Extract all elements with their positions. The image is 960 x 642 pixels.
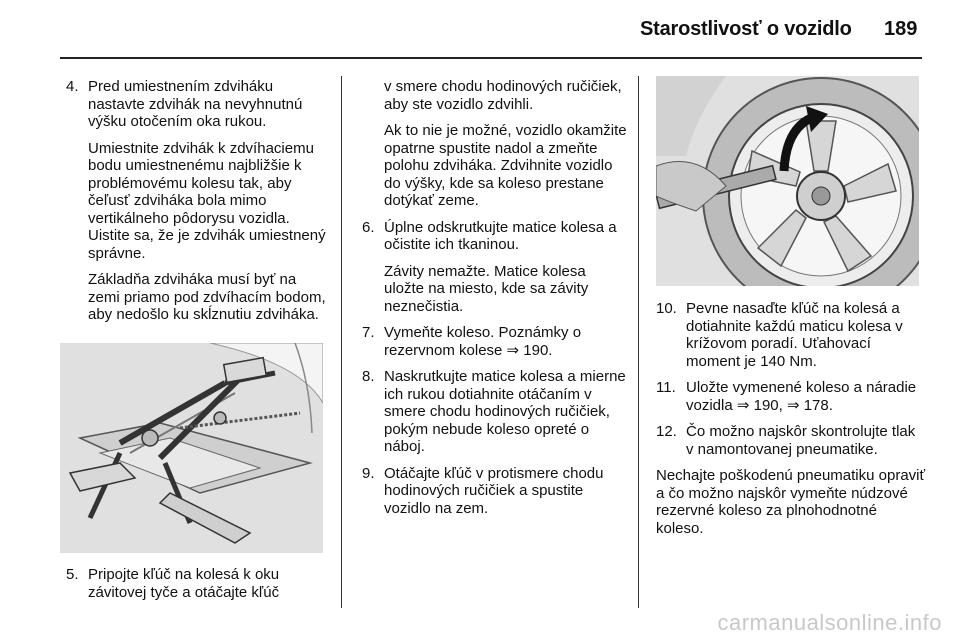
step-5 xyxy=(66,566,328,601)
step-text: Pevne nasaďte kľúč na kolesá a dotiahnite každú maticu kolesa v krížovom poradí. Uťahovací moment je 140 Nm. xyxy=(686,300,903,370)
wheel-wrench-image xyxy=(656,76,919,286)
column-divider-1 xyxy=(341,76,342,608)
step-11 xyxy=(656,379,926,414)
header-rule xyxy=(60,57,922,59)
scissor-jack-image xyxy=(60,343,323,553)
page-number: 189 xyxy=(884,18,918,40)
step-text: Úplne odskrutkujte matice kolesa a očistite ich tkaninou. xyxy=(384,218,617,253)
watermark-text: carmanualsonline.info xyxy=(717,610,942,635)
step-5-paragraph: Ak to nie je možné, vozidlo okamžite opatrne spustite nadol a zmeňte polohu zdviháka. Zdvihnite vozidlo do výšky, kde sa koleso prestane dotýkať zeme. xyxy=(384,122,627,209)
step-number: 10. xyxy=(656,300,677,317)
step-number: 12. xyxy=(656,423,677,440)
step-text: Pred umiestnením zdviháku nastavte zdvihák na nevyhnutnú výšku otočením oka rukou. xyxy=(88,78,303,130)
step-4-paragraph-2: Základňa zdviháka musí byť na zemi priamo pod zdvíhacím bodom, aby nedošlo ku skĺznutiu zdviháka. xyxy=(88,271,326,323)
step-number: 8. xyxy=(362,368,375,385)
step-7 xyxy=(362,324,628,359)
step-5-continuation: v smere chodu hodinových ručičiek, aby ste vozidlo zdvihli. xyxy=(384,78,622,113)
step-text: Vymeňte koleso. Poznámky o rezervnom kolese ⇒ 190. xyxy=(384,324,582,359)
step-number: 11. xyxy=(656,379,676,396)
step-text: Čo možno najskôr skontrolujte tlak v namontovanej pneumatike. xyxy=(686,423,916,458)
step-number: 9. xyxy=(362,464,375,482)
wheel-illustration xyxy=(656,76,919,286)
step-4 xyxy=(66,78,328,131)
column-1 xyxy=(66,78,328,333)
step-6 xyxy=(362,219,628,254)
step-9 xyxy=(362,465,628,518)
jack-illustration xyxy=(60,343,323,553)
step-text: Pripojte kľúč na kolesá k oku závitovej tyče a otáčajte kľúč xyxy=(88,566,280,601)
step-8 xyxy=(362,368,628,456)
step-text: Uložte vymenené koleso a náradie vozidla ⇒ 190, ⇒ 178. xyxy=(686,379,917,414)
step-number: 4. xyxy=(66,78,79,95)
step-4-paragraph-1: Umiestnite zdvihák k zdvíhaciemu bodu umiestnenému najbližšie k problémovému kolesu tak, aby čeľusť zdviháka bola mimo vertikálneho pôdorysu vozidla. Uistite sa, že je zdvihák umiestnený správne. xyxy=(88,139,326,262)
step-number: 7. xyxy=(362,324,375,341)
step-text: Naskrutkujte matice kolesa a mierne ich rukou dotiahnite otáčaním v smere chodu hodinových ručičiek, pokým nebude koleso opreté o náboj. xyxy=(384,368,626,455)
step-text: Otáčajte kľúč v protismere chodu hodinových ručičiek a spustite vozidlo na zem. xyxy=(384,464,604,517)
step-6-paragraph: Závity nemažte. Matice kolesa uložte na miesto, kde sa závity neznečistia. xyxy=(384,262,589,315)
column-3 xyxy=(656,300,926,546)
step-10 xyxy=(656,300,926,370)
page-header-title: Starostlivosť o vozidlo xyxy=(640,18,852,40)
column-divider-2 xyxy=(638,76,639,608)
column-2 xyxy=(362,78,628,526)
step-12 xyxy=(656,423,926,458)
column-1-bottom xyxy=(66,566,328,610)
closing-note: Nechajte poškodenú pneumatiku opraviť a čo možno najskôr vymeňte núdzové rezervné koleso za plnohodnotné koleso. xyxy=(656,467,926,537)
step-number: 6. xyxy=(362,218,375,236)
step-number: 5. xyxy=(66,566,79,583)
